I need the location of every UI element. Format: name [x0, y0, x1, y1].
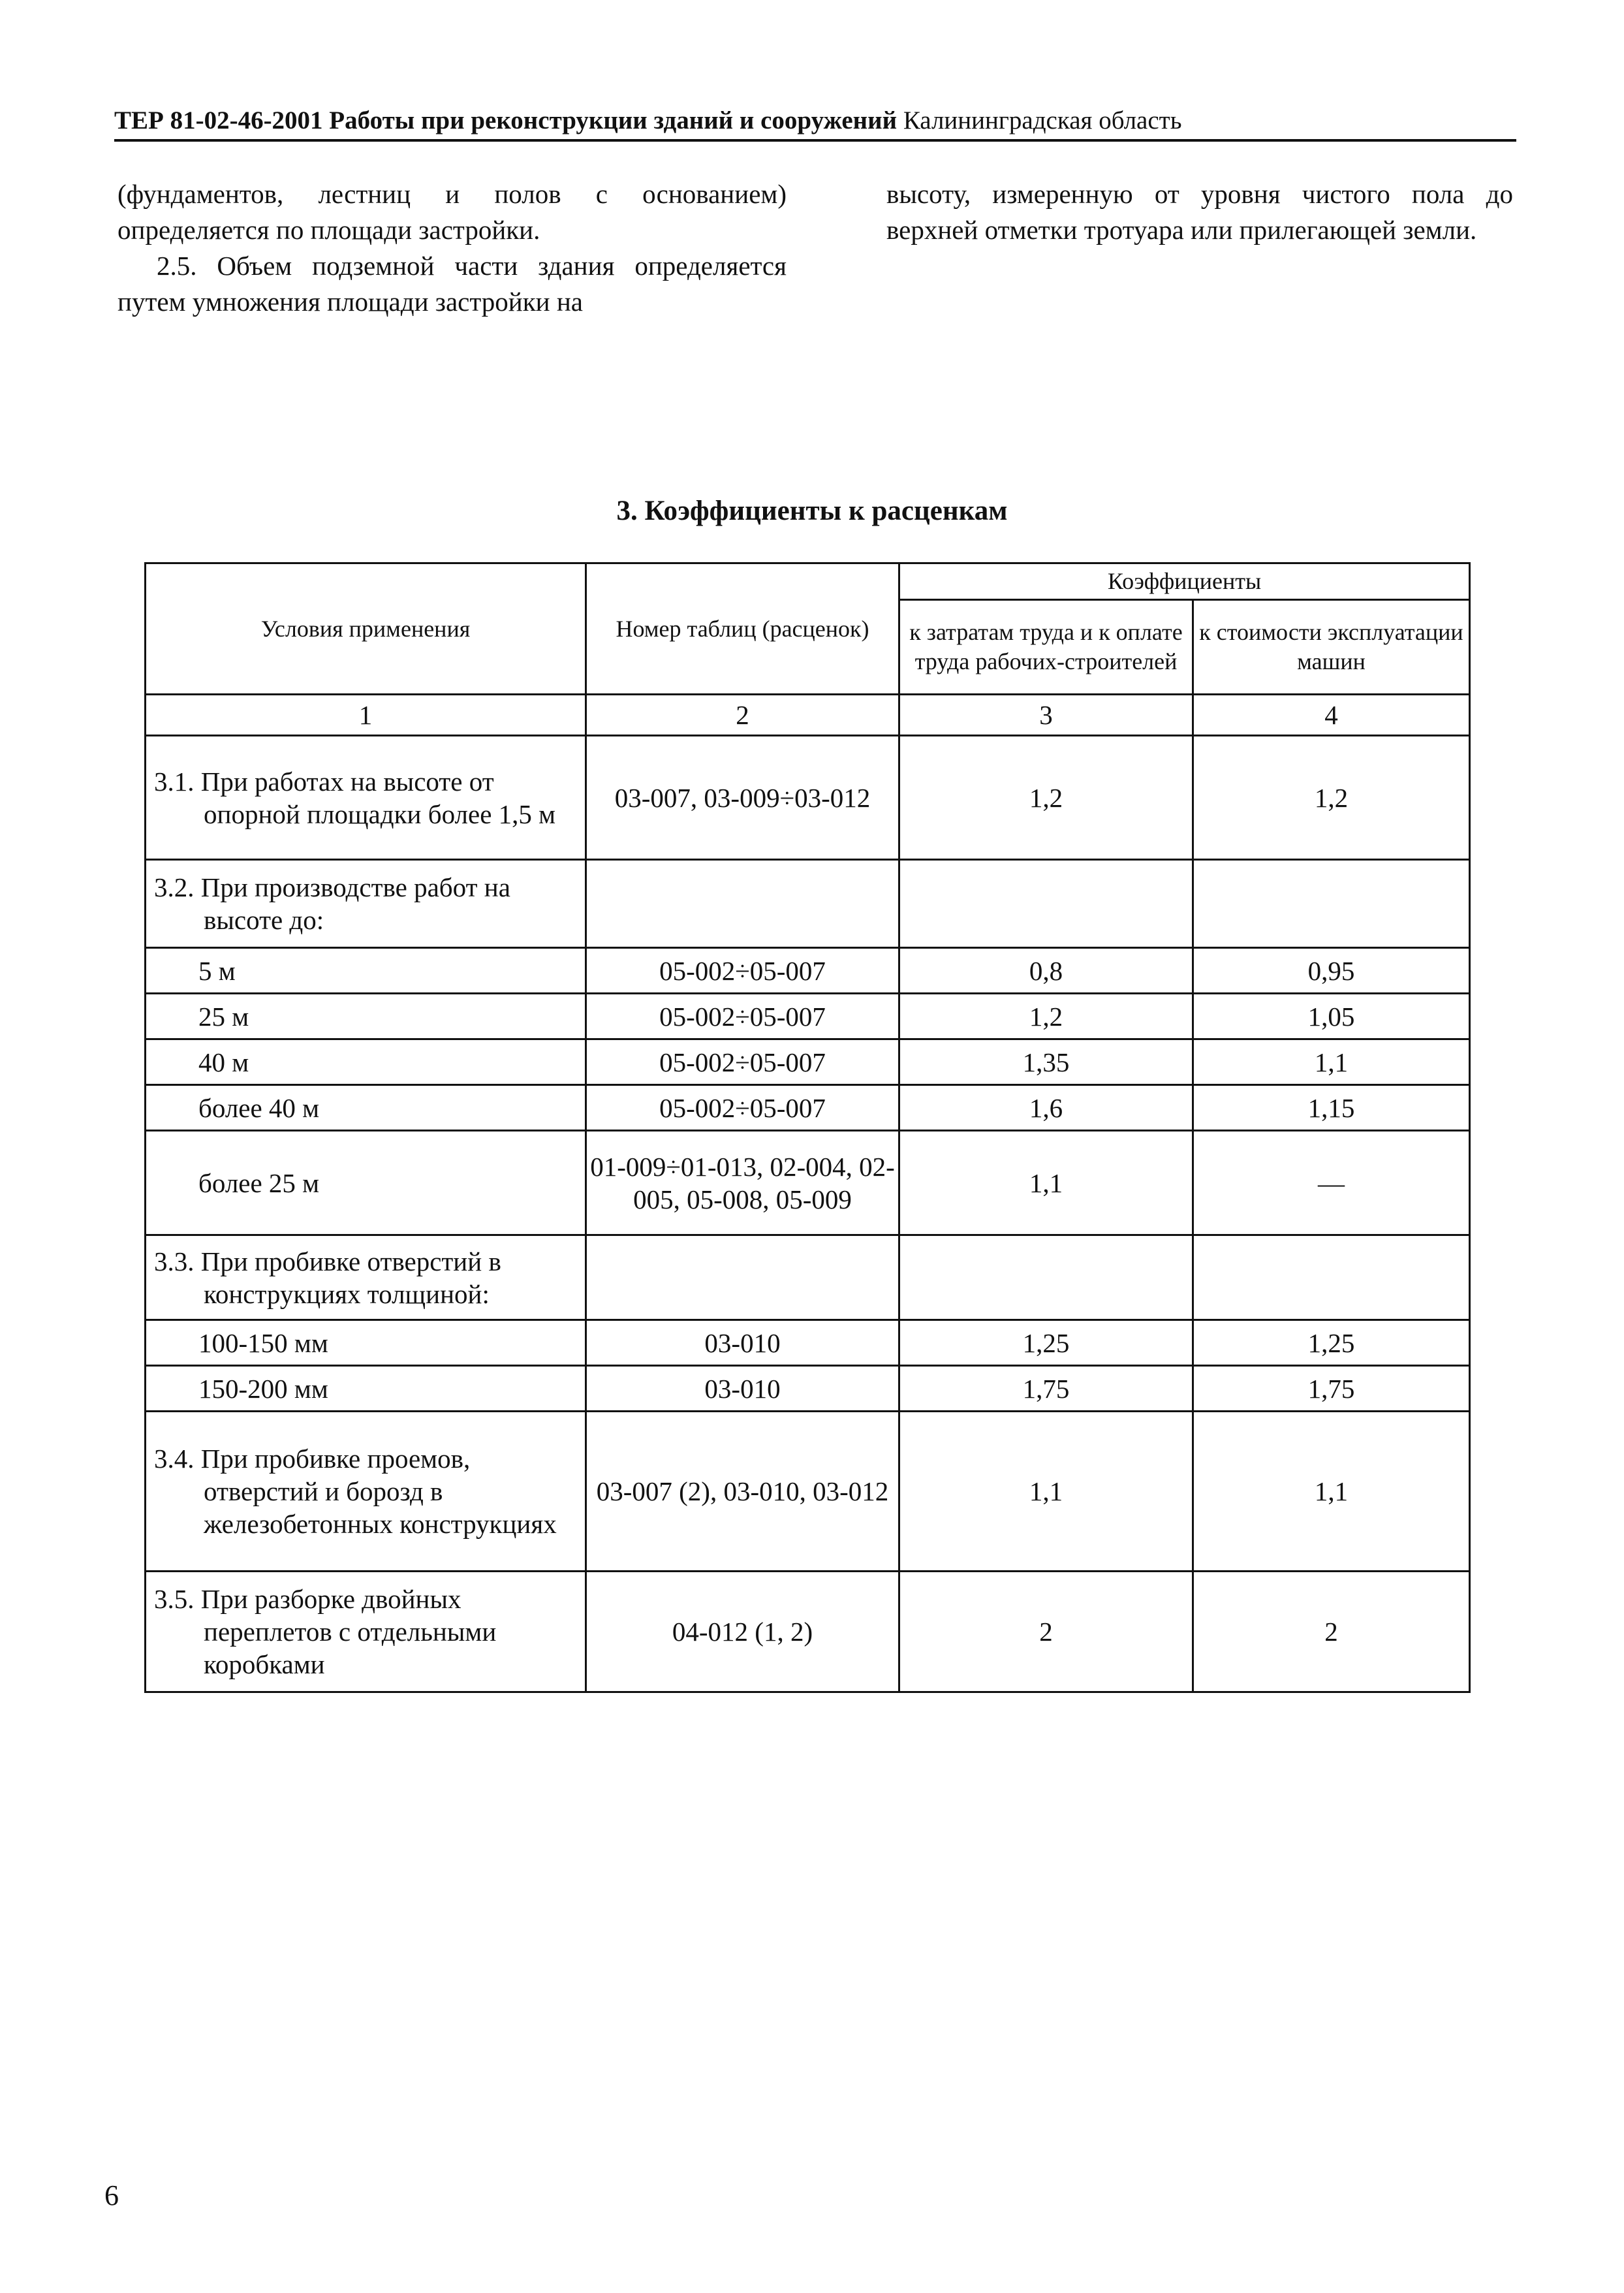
labor-coef-cell: 1,75: [899, 1366, 1193, 1412]
paragraph-continuation-right: высоту, измеренную от уровня чистого пола до верхней отметки тротуара или прилегающей земли.: [886, 179, 1513, 245]
machine-coef-cell: 2: [1193, 1572, 1470, 1692]
running-header: [114, 104, 1516, 137]
left-text-column: [117, 176, 787, 320]
table-row: [146, 1131, 1470, 1235]
table-number-cell: 03-010: [586, 1320, 899, 1366]
condition-cell: 150-200 мм: [146, 1366, 586, 1412]
table-number-cell: 05-002÷05-007: [586, 994, 899, 1039]
table-row: [146, 1412, 1470, 1572]
column-number: 3: [899, 695, 1193, 736]
labor-coef-cell: 1,1: [899, 1412, 1193, 1572]
machine-coef-cell: 1,25: [1193, 1320, 1470, 1366]
paragraph-continuation: (фундаментов, лестниц и полов с основанием) определяется по площади застройки.: [117, 179, 787, 245]
section-title: 3. Коэффициенты к расценкам: [616, 496, 1008, 526]
coefficients-table: [144, 562, 1471, 1693]
labor-coef-cell: 1,2: [899, 994, 1193, 1039]
column-number: 4: [1193, 695, 1470, 736]
condition-cell: более 40 м: [146, 1085, 586, 1131]
labor-coef-cell: 1,25: [899, 1320, 1193, 1366]
labor-coef-cell: 1,6: [899, 1085, 1193, 1131]
condition-cell: 100-150 мм: [146, 1320, 586, 1366]
table-number-cell: 05-002÷05-007: [586, 1039, 899, 1085]
table-row: [146, 736, 1470, 860]
table-number-cell: 05-002÷05-007: [586, 948, 899, 994]
page-number: 6: [104, 2179, 119, 2211]
table-row: [146, 1320, 1470, 1366]
condition-cell: 5 м: [146, 948, 586, 994]
table-number-cell: 03-010: [586, 1366, 899, 1412]
table-row: [146, 1572, 1470, 1692]
header-table-number: Номер таблиц (расценок): [586, 563, 899, 695]
machine-coef-cell: 1,1: [1193, 1412, 1470, 1572]
header-document-code: ТЕР 81-02-46-2001 Работы при реконструкции зданий и сооружений: [114, 106, 898, 134]
paragraph-2-5: 2.5. Объем подземной части здания определяется путем умножения площади застройки на: [117, 251, 787, 317]
table-number-cell: 01-009÷01-013, 02-004, 02-005, 05-008, 05-009: [586, 1131, 899, 1235]
machine-coef-cell: 1,1: [1193, 1039, 1470, 1085]
table-row: [146, 860, 1470, 948]
condition-3-5: 3.5. При разборке двойных переплетов с отдельными коробками: [154, 1584, 497, 1679]
table-row: [146, 1085, 1470, 1131]
header-coefficients: Коэффициенты: [899, 563, 1470, 600]
labor-coef-cell: 1,1: [899, 1131, 1193, 1235]
condition-3-3: 3.3. При пробивке отверстий в конструкциях толщиной:: [154, 1246, 501, 1309]
labor-coef-cell: 0,8: [899, 948, 1193, 994]
machine-coef-cell: 1,05: [1193, 994, 1470, 1039]
table-number-cell: 04-012 (1, 2): [586, 1572, 899, 1692]
table-row: [146, 1039, 1470, 1085]
machine-coef-cell: 0,95: [1193, 948, 1470, 994]
machine-coef-cell: 1,2: [1193, 736, 1470, 860]
machine-coef-cell: 1,75: [1193, 1366, 1470, 1412]
table-number-cell: 05-002÷05-007: [586, 1085, 899, 1131]
labor-coef-cell: 2: [899, 1572, 1193, 1692]
labor-coef-cell: 1,2: [899, 736, 1193, 860]
condition-3-2: 3.2. При производстве работ на высоте до:: [154, 872, 510, 935]
machine-coef-cell: 1,15: [1193, 1085, 1470, 1131]
table-row: [146, 994, 1470, 1039]
header-labor-coef: к затратам труда и к оплате труда рабочих-строителей: [899, 600, 1193, 695]
table-number-cell: 03-007, 03-009÷03-012: [586, 736, 899, 860]
condition-cell: 40 м: [146, 1039, 586, 1085]
condition-3-1: 3.1. При работах на высоте от опорной площадки более 1,5 м: [154, 766, 556, 829]
table-row: [146, 1235, 1470, 1320]
header-rule: [114, 139, 1516, 142]
column-number: 2: [586, 695, 899, 736]
condition-3-4: 3.4. При пробивке проемов, отверстий и борозд в железобетонных конструкциях: [154, 1444, 557, 1539]
machine-coef-cell: —: [1193, 1131, 1470, 1235]
table-number-cell: 03-007 (2), 03-010, 03-012: [586, 1412, 899, 1572]
condition-cell: более 25 м: [146, 1131, 586, 1235]
header-machine-coef: к стоимости эксплуатации машин: [1193, 600, 1470, 695]
column-number: 1: [146, 695, 586, 736]
right-text-column: [886, 176, 1513, 248]
condition-cell: 25 м: [146, 994, 586, 1039]
header-region: Калининградская область: [903, 106, 1182, 134]
table-row: [146, 948, 1470, 994]
header-conditions: Условия применения: [146, 563, 586, 695]
table-row: [146, 1366, 1470, 1412]
labor-coef-cell: 1,35: [899, 1039, 1193, 1085]
